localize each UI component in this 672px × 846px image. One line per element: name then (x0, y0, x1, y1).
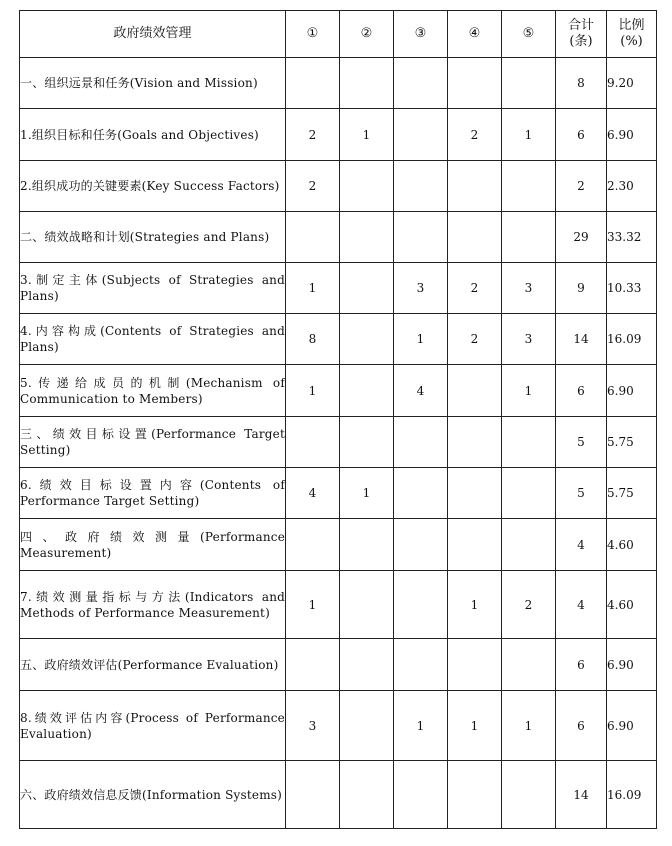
row-col-1 (286, 417, 340, 468)
row-col-1: 1 (286, 263, 340, 314)
row-col-5 (502, 161, 556, 212)
row-total: 6 (556, 691, 607, 761)
row-item: 六、政府绩效信息反馈(Information Systems) (20, 761, 286, 829)
row-ratio: 5.75 (607, 468, 657, 519)
row-col-4 (448, 417, 502, 468)
row-col-5 (502, 417, 556, 468)
row-col-5: 1 (502, 365, 556, 417)
row-col-5 (502, 58, 556, 109)
row-item: 三、绩效目标设置(Performance Target Setting) (20, 417, 286, 468)
row-ratio: 2.30 (607, 161, 657, 212)
table-row (20, 417, 657, 468)
row-col-4 (448, 761, 502, 829)
row-col-1 (286, 761, 340, 829)
header-item: 政府绩效管理 (20, 11, 286, 58)
row-item: 1.组织目标和任务(Goals and Objectives) (20, 109, 286, 161)
row-col-2 (340, 571, 394, 639)
row-col-4: 2 (448, 314, 502, 365)
header-col-2: ② (340, 11, 394, 58)
row-col-2 (340, 365, 394, 417)
row-col-5 (502, 639, 556, 691)
row-total: 2 (556, 161, 607, 212)
row-col-5: 3 (502, 314, 556, 365)
row-col-1: 3 (286, 691, 340, 761)
row-total: 9 (556, 263, 607, 314)
table-row (20, 519, 657, 571)
row-total: 6 (556, 365, 607, 417)
header-col-1: ① (286, 11, 340, 58)
row-item: 4.内容构成(Contents of Strategies and Plans) (20, 314, 286, 365)
row-col-5 (502, 212, 556, 263)
row-ratio: 4.60 (607, 519, 657, 571)
header-col-3: ③ (394, 11, 448, 58)
row-total: 5 (556, 417, 607, 468)
row-item: 2.组织成功的关键要素(Key Success Factors) (20, 161, 286, 212)
row-col-4 (448, 161, 502, 212)
table-row (20, 365, 657, 417)
row-col-4: 1 (448, 571, 502, 639)
row-item: 五、政府绩效评估(Performance Evaluation) (20, 639, 286, 691)
row-col-1: 4 (286, 468, 340, 519)
row-col-4: 2 (448, 109, 502, 161)
row-total: 4 (556, 519, 607, 571)
row-col-3 (394, 109, 448, 161)
row-item: 一、组织远景和任务(Vision and Mission) (20, 58, 286, 109)
row-col-5: 1 (502, 691, 556, 761)
row-col-4 (448, 212, 502, 263)
row-col-3 (394, 761, 448, 829)
table-row (20, 314, 657, 365)
header-ratio (607, 11, 657, 58)
table-row (20, 58, 657, 109)
row-col-3: 4 (394, 365, 448, 417)
performance-management-table (19, 10, 657, 829)
table-row (20, 109, 657, 161)
row-col-2 (340, 58, 394, 109)
row-col-3 (394, 417, 448, 468)
row-total: 4 (556, 571, 607, 639)
row-total: 6 (556, 109, 607, 161)
row-col-1: 2 (286, 109, 340, 161)
header-total (556, 11, 607, 58)
row-col-2 (340, 314, 394, 365)
row-total: 14 (556, 761, 607, 829)
row-ratio: 9.20 (607, 58, 657, 109)
row-col-4: 2 (448, 263, 502, 314)
table-row (20, 639, 657, 691)
row-col-5: 2 (502, 571, 556, 639)
row-col-4 (448, 58, 502, 109)
row-ratio: 33.32 (607, 212, 657, 263)
row-ratio: 4.60 (607, 571, 657, 639)
row-col-4 (448, 639, 502, 691)
row-col-2 (340, 519, 394, 571)
row-item: 3.制定主体(Subjects of Strategies and Plans) (20, 263, 286, 314)
row-ratio: 16.09 (607, 314, 657, 365)
row-col-1 (286, 519, 340, 571)
row-ratio: 6.90 (607, 109, 657, 161)
table-row (20, 161, 657, 212)
row-ratio: 16.09 (607, 761, 657, 829)
row-col-1: 2 (286, 161, 340, 212)
row-item: 8.绩效评估内容(Process of Performance Evaluation) (20, 691, 286, 761)
table-row (20, 691, 657, 761)
row-item: 二、绩效战略和计划(Strategies and Plans) (20, 212, 286, 263)
row-col-3: 3 (394, 263, 448, 314)
row-col-2 (340, 263, 394, 314)
row-col-3 (394, 639, 448, 691)
row-item: 7.绩效测量指标与方法(Indicators and Methods of Performance Measurement) (20, 571, 286, 639)
row-ratio: 5.75 (607, 417, 657, 468)
table-row (20, 571, 657, 639)
row-col-4: 1 (448, 691, 502, 761)
row-col-4 (448, 519, 502, 571)
row-col-2 (340, 212, 394, 263)
row-col-2 (340, 161, 394, 212)
row-total: 8 (556, 58, 607, 109)
header-col-5: ⑤ (502, 11, 556, 58)
header-ratio-line1: 比例 (618, 18, 645, 33)
header-col-4: ④ (448, 11, 502, 58)
row-col-3 (394, 58, 448, 109)
row-col-1 (286, 58, 340, 109)
table-header-row (20, 11, 657, 58)
row-item: 四、政府绩效测量(Performance Measurement) (20, 519, 286, 571)
row-col-4 (448, 365, 502, 417)
row-col-1 (286, 212, 340, 263)
row-col-2 (340, 417, 394, 468)
row-col-3: 1 (394, 691, 448, 761)
row-col-3: 1 (394, 314, 448, 365)
header-ratio-line2: (%) (620, 34, 643, 49)
row-total: 5 (556, 468, 607, 519)
row-col-5 (502, 519, 556, 571)
row-ratio: 6.90 (607, 365, 657, 417)
row-col-3 (394, 519, 448, 571)
row-col-2: 1 (340, 109, 394, 161)
row-col-1: 1 (286, 365, 340, 417)
row-total: 14 (556, 314, 607, 365)
table-row (20, 468, 657, 519)
table-row (20, 761, 657, 829)
row-col-3 (394, 161, 448, 212)
row-col-2 (340, 639, 394, 691)
row-ratio: 6.90 (607, 691, 657, 761)
row-ratio: 6.90 (607, 639, 657, 691)
row-col-5 (502, 468, 556, 519)
row-ratio: 10.33 (607, 263, 657, 314)
row-col-5 (502, 761, 556, 829)
header-total-line1: 合计 (567, 18, 594, 33)
row-col-4 (448, 468, 502, 519)
row-col-5: 3 (502, 263, 556, 314)
row-total: 6 (556, 639, 607, 691)
row-total: 29 (556, 212, 607, 263)
row-col-5: 1 (502, 109, 556, 161)
row-col-1: 8 (286, 314, 340, 365)
row-col-2 (340, 691, 394, 761)
row-col-1 (286, 639, 340, 691)
row-col-3 (394, 571, 448, 639)
row-col-2: 1 (340, 468, 394, 519)
table-row (20, 263, 657, 314)
row-col-3 (394, 212, 448, 263)
header-total-line2: (条) (569, 34, 593, 49)
row-col-3 (394, 468, 448, 519)
row-col-1: 1 (286, 571, 340, 639)
row-col-2 (340, 761, 394, 829)
row-item: 5.传递给成员的机制(Mechanism of Communication to Members) (20, 365, 286, 417)
table-row (20, 212, 657, 263)
row-item: 6.绩效目标设置内容(Contents of Performance Target Setting) (20, 468, 286, 519)
